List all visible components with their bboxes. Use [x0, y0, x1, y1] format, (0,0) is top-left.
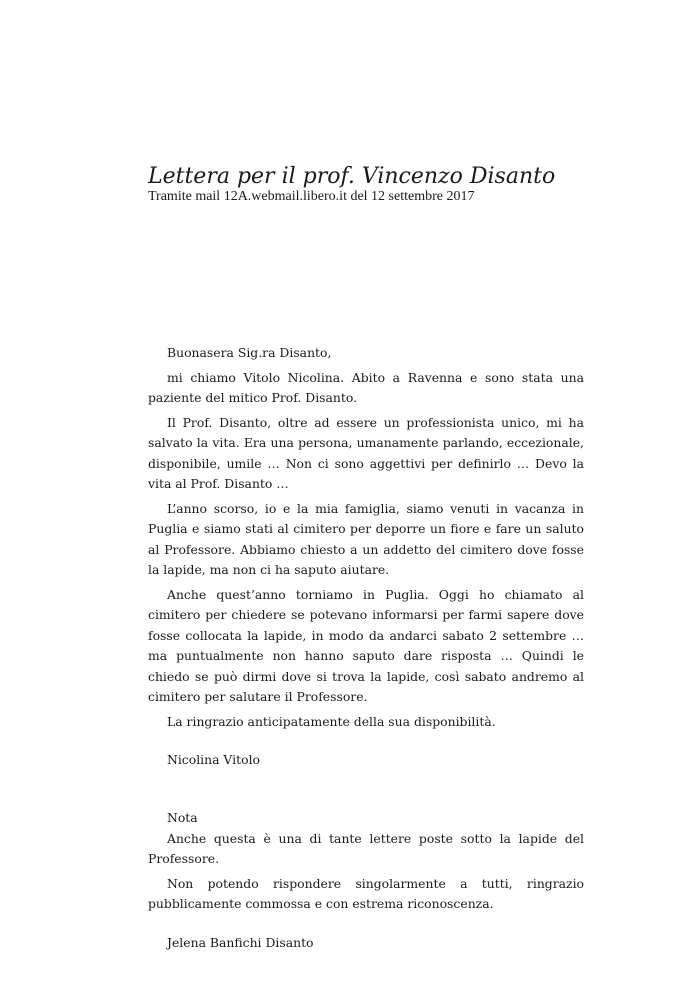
letter-greeting: Buonasera Sig.ra Disanto, [167, 345, 332, 360]
note-paragraph: Non potendo rispondere singolarmente a tutti, ringrazio pubblicamente commossa e con estrema riconoscenza. [148, 875, 584, 911]
note-signature: Jelena Banfichi Disanto [167, 934, 314, 950]
letter-signature: Nicolina Vitolo [167, 752, 260, 767]
letter-paragraph: La ringrazio anticipatamente della sua disponibilità. [167, 713, 496, 729]
letter-paragraph: mi chiamo Vitolo Nicolina. Abito a Ravenna e sono stata una paziente del mitico Prof. Disanto. [148, 369, 584, 405]
note-heading: Nota [167, 810, 198, 825]
letter-body [148, 343, 584, 775]
letter-subtitle: Tramite mail 12A.webmail.libero.it del 12 settembre 2017 [148, 189, 475, 204]
letter-paragraph: Anche quest’anno torniamo in Puglia. Oggi ho chiamato al cimitero per chiedere se potevano informarsi per farmi sapere dove fosse collocata la lapide, in modo da andarci sabato 2 settembre … ma puntualmente non hanno saputo dare risposta … Quindi le chiedo se può dirmi dove si trova la lapide, così sabato andremo al cimitero per salutare il Professore. [148, 586, 584, 704]
note-section [148, 808, 584, 957]
letter-paragraph: L’anno scorso, io e la mia famiglia, siamo venuti in vacanza in Puglia e siamo stati al cimitero per deporre un fiore e fare un saluto al Professore. Abbiamo chiesto a un addetto del cimitero dove fosse la lapide, ma non ci ha saputo aiutare. [148, 500, 584, 577]
letter-paragraph: Il Prof. Disanto, oltre ad essere un professionista unico, mi ha salvato la vita. Era una persona, umanamente parlando, eccezionale, disponibile, umile … Non ci sono aggettivi per definirlo … Devo la vita al Prof. Disanto … [148, 414, 584, 491]
letter-title: Lettera per il prof. Vincenzo Disanto [148, 164, 556, 189]
note-paragraph: Anche questa è una di tante lettere poste sotto la lapide del Professore. [148, 830, 584, 866]
